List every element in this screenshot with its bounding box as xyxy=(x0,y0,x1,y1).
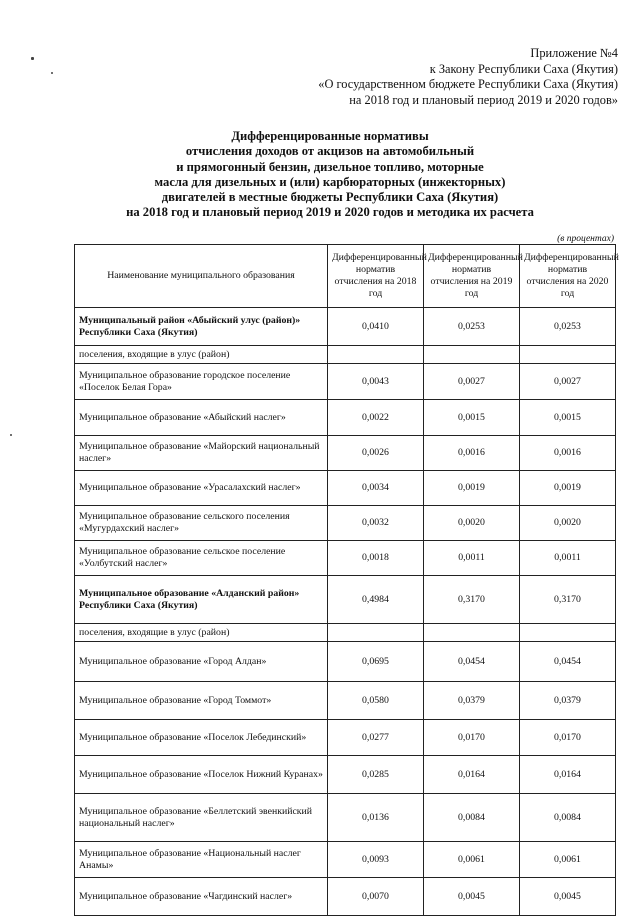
scan-mark xyxy=(10,434,12,436)
value-2019: 0,3170 xyxy=(424,576,520,624)
value-2019: 0,0011 xyxy=(424,541,520,576)
header-2018: Дифференцированный норматив отчисления на 2018 год xyxy=(328,245,424,308)
value-2018 xyxy=(328,346,424,364)
table-row xyxy=(75,471,616,506)
table-row xyxy=(75,506,616,541)
value-2020 xyxy=(520,624,616,642)
value-2019: 0,0019 xyxy=(424,471,520,506)
municipality-name: Муниципальное образование сельское поселение «Уолбутский наслег» xyxy=(75,541,328,576)
table-row xyxy=(75,400,616,436)
value-2019 xyxy=(424,624,520,642)
value-2020: 0,0454 xyxy=(520,642,616,682)
value-2019: 0,0020 xyxy=(424,506,520,541)
municipality-name: Муниципальное образование «Национальный наслег Анамы» xyxy=(75,842,328,878)
value-2018: 0,4984 xyxy=(328,576,424,624)
value-2018: 0,0580 xyxy=(328,682,424,720)
scan-mark xyxy=(51,72,53,74)
title-line: и прямогонный бензин, дизельное топливо, моторные xyxy=(176,159,484,174)
table-header-row xyxy=(75,245,616,308)
value-2019: 0,0454 xyxy=(424,642,520,682)
title-line: Дифференцированные нормативы xyxy=(231,129,429,143)
value-2020: 0,0027 xyxy=(520,364,616,400)
value-2018: 0,0034 xyxy=(328,471,424,506)
value-2018: 0,0022 xyxy=(328,400,424,436)
value-2020: 0,3170 xyxy=(520,576,616,624)
municipality-name: Муниципальное образование сельского поселения «Мугурдахский наслег» xyxy=(75,506,328,541)
title-line: масла для дизельных и (или) карбюраторных (инжекторных) xyxy=(154,174,506,189)
municipality-name: поселения, входящие в улус (район) xyxy=(75,624,328,642)
value-2018: 0,0026 xyxy=(328,436,424,471)
table-row xyxy=(75,720,616,756)
value-2018: 0,0410 xyxy=(328,308,424,346)
value-2019: 0,0253 xyxy=(424,308,520,346)
value-2018: 0,0277 xyxy=(328,720,424,756)
municipality-name: Муниципальное образование городское поселение «Поселок Белая Гора» xyxy=(75,364,328,400)
value-2019: 0,0045 xyxy=(424,878,520,916)
value-2018: 0,0136 xyxy=(328,794,424,842)
unit-note: (в процентах) xyxy=(557,234,614,244)
value-2020: 0,0253 xyxy=(520,308,616,346)
table-row xyxy=(75,541,616,576)
value-2019: 0,0061 xyxy=(424,842,520,878)
municipality-name: поселения, входящие в улус (район) xyxy=(75,346,328,364)
value-2019: 0,0084 xyxy=(424,794,520,842)
value-2019: 0,0015 xyxy=(424,400,520,436)
value-2018: 0,0018 xyxy=(328,541,424,576)
value-2020: 0,0084 xyxy=(520,794,616,842)
municipality-name: Муниципальное образование «Поселок Лебединский» xyxy=(75,720,328,756)
scan-mark xyxy=(31,57,34,60)
value-2020 xyxy=(520,346,616,364)
table-row xyxy=(75,624,616,642)
value-2020: 0,0061 xyxy=(520,842,616,878)
value-2019: 0,0027 xyxy=(424,364,520,400)
value-2018: 0,0695 xyxy=(328,642,424,682)
value-2019: 0,0379 xyxy=(424,682,520,720)
title-line: на 2018 год и плановый период 2019 и 2020 годов и методика их расчета xyxy=(126,205,534,220)
municipality-name: Муниципальное образование «Урасалахский наслег» xyxy=(75,471,328,506)
municipality-name: Муниципальное образование «Абыйский наслег» xyxy=(75,400,328,436)
norms-table xyxy=(74,244,619,916)
table-row xyxy=(75,436,616,471)
table-row xyxy=(75,364,616,400)
value-2020: 0,0016 xyxy=(520,436,616,471)
value-2020: 0,0015 xyxy=(520,400,616,436)
value-2020: 0,0164 xyxy=(520,756,616,794)
municipality-name: Муниципальное образование «Алданский район» Республики Саха (Якутия) xyxy=(75,576,328,624)
municipality-name: Муниципальное образование «Поселок Нижний Куранах» xyxy=(75,756,328,794)
value-2019: 0,0164 xyxy=(424,756,520,794)
value-2018: 0,0093 xyxy=(328,842,424,878)
value-2019: 0,0016 xyxy=(424,436,520,471)
value-2020: 0,0045 xyxy=(520,878,616,916)
value-2020: 0,0011 xyxy=(520,541,616,576)
value-2018: 0,0285 xyxy=(328,756,424,794)
appendix-header xyxy=(318,46,618,108)
table-row xyxy=(75,346,616,364)
municipality-name: Муниципальное образование «Чагдинский наслег» xyxy=(75,878,328,916)
value-2018: 0,0043 xyxy=(328,364,424,400)
appendix-line: к Закону Республики Саха (Якутия) xyxy=(429,61,618,76)
municipality-name: Муниципальное образование «Город Томмот» xyxy=(75,682,328,720)
table-row xyxy=(75,842,616,878)
value-2019: 0,0170 xyxy=(424,720,520,756)
table-row xyxy=(75,308,616,346)
value-2019 xyxy=(424,346,520,364)
table-row xyxy=(75,642,616,682)
table-row xyxy=(75,878,616,916)
appendix-line: Приложение №4 xyxy=(530,46,618,60)
appendix-line: «О государственном бюджете Республики Саха (Якутия) xyxy=(318,77,618,92)
municipality-name: Муниципальный район «Абыйский улус (район)» Республики Саха (Якутия) xyxy=(75,308,328,346)
municipality-name: Муниципальное образование «Город Алдан» xyxy=(75,642,328,682)
appendix-line: на 2018 год и плановый период 2019 и 2020 годов» xyxy=(349,92,618,107)
municipality-name: Муниципальное образование «Майорский национальный наслег» xyxy=(75,436,328,471)
value-2018: 0,0070 xyxy=(328,878,424,916)
value-2020: 0,0019 xyxy=(520,471,616,506)
value-2020: 0,0020 xyxy=(520,506,616,541)
municipality-name: Муниципальное образование «Беллетский эвенкийский национальный наслег» xyxy=(75,794,328,842)
table-row xyxy=(75,682,616,720)
document-title xyxy=(70,129,590,221)
table-row xyxy=(75,756,616,794)
header-2019: Дифференцированный норматив отчисления на 2019 год xyxy=(424,245,520,308)
table-row xyxy=(75,794,616,842)
table-row xyxy=(75,576,616,624)
header-2020: Дифференцированный норматив отчисления на 2020 год xyxy=(520,245,616,308)
value-2020: 0,0379 xyxy=(520,682,616,720)
title-line: двигателей в местные бюджеты Республики Саха (Якутия) xyxy=(161,190,499,205)
title-line: отчисления доходов от акцизов на автомобильный xyxy=(185,144,475,159)
value-2018 xyxy=(328,624,424,642)
value-2020: 0,0170 xyxy=(520,720,616,756)
value-2018: 0,0032 xyxy=(328,506,424,541)
header-name: Наименование муниципального образования xyxy=(75,245,328,308)
